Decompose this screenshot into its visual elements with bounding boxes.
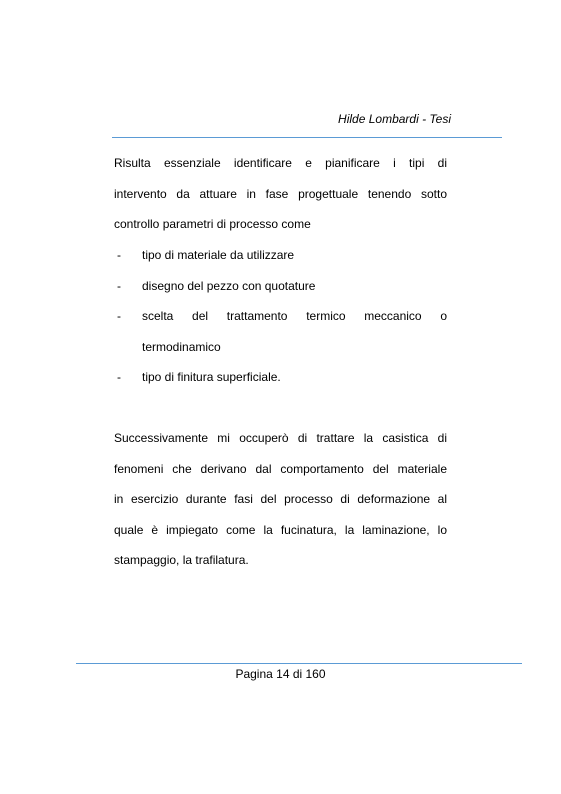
list-item	[114, 301, 447, 332]
list-item-text: scelta del trattamento termico meccanico o	[142, 309, 447, 323]
list-bullet: -	[117, 309, 121, 323]
list-item-text: disegno del pezzo con quotature	[142, 278, 316, 293]
paragraph-line: fenomeni che derivano dal comportamento del materiale	[114, 461, 447, 476]
list-item-text: tipo di finitura superficiale.	[142, 370, 281, 384]
paragraph-line: intervento da attuare in fase progettuale tenendo sotto	[114, 186, 447, 201]
list-bullet: -	[117, 248, 121, 262]
list-item-continuation: termodinamico	[142, 339, 221, 354]
list-item	[114, 240, 447, 271]
list-bullet: -	[117, 370, 121, 384]
footer-divider	[76, 663, 522, 664]
paragraph-line: in esercizio durante fasi del processo di deformazione al	[114, 492, 447, 506]
paragraph-line: quale è impiegato come la fucinatura, la laminazione, lo	[114, 522, 447, 537]
paragraph-line: Risulta essenziale identificare e pianificare i tipi di	[114, 156, 447, 170]
paragraph-intro	[114, 148, 447, 240]
paragraph-line: stampaggio, la trafilatura.	[114, 553, 249, 567]
list-item-text: tipo di materiale da utilizzare	[142, 248, 295, 262]
page-number: Pagina 14 di 160	[235, 667, 326, 681]
list-bullet: -	[117, 278, 121, 293]
list-item	[114, 362, 447, 393]
paragraph-line: Successivamente mi occuperò di trattare la casistica di	[114, 431, 447, 445]
paragraph-followup	[114, 423, 447, 576]
list-item	[114, 271, 447, 302]
process-parameters-list	[114, 240, 447, 393]
header-divider	[112, 137, 502, 138]
paragraph-line: controllo parametri di processo come	[114, 217, 311, 231]
running-header: Hilde Lombardi - Tesi	[338, 112, 451, 126]
